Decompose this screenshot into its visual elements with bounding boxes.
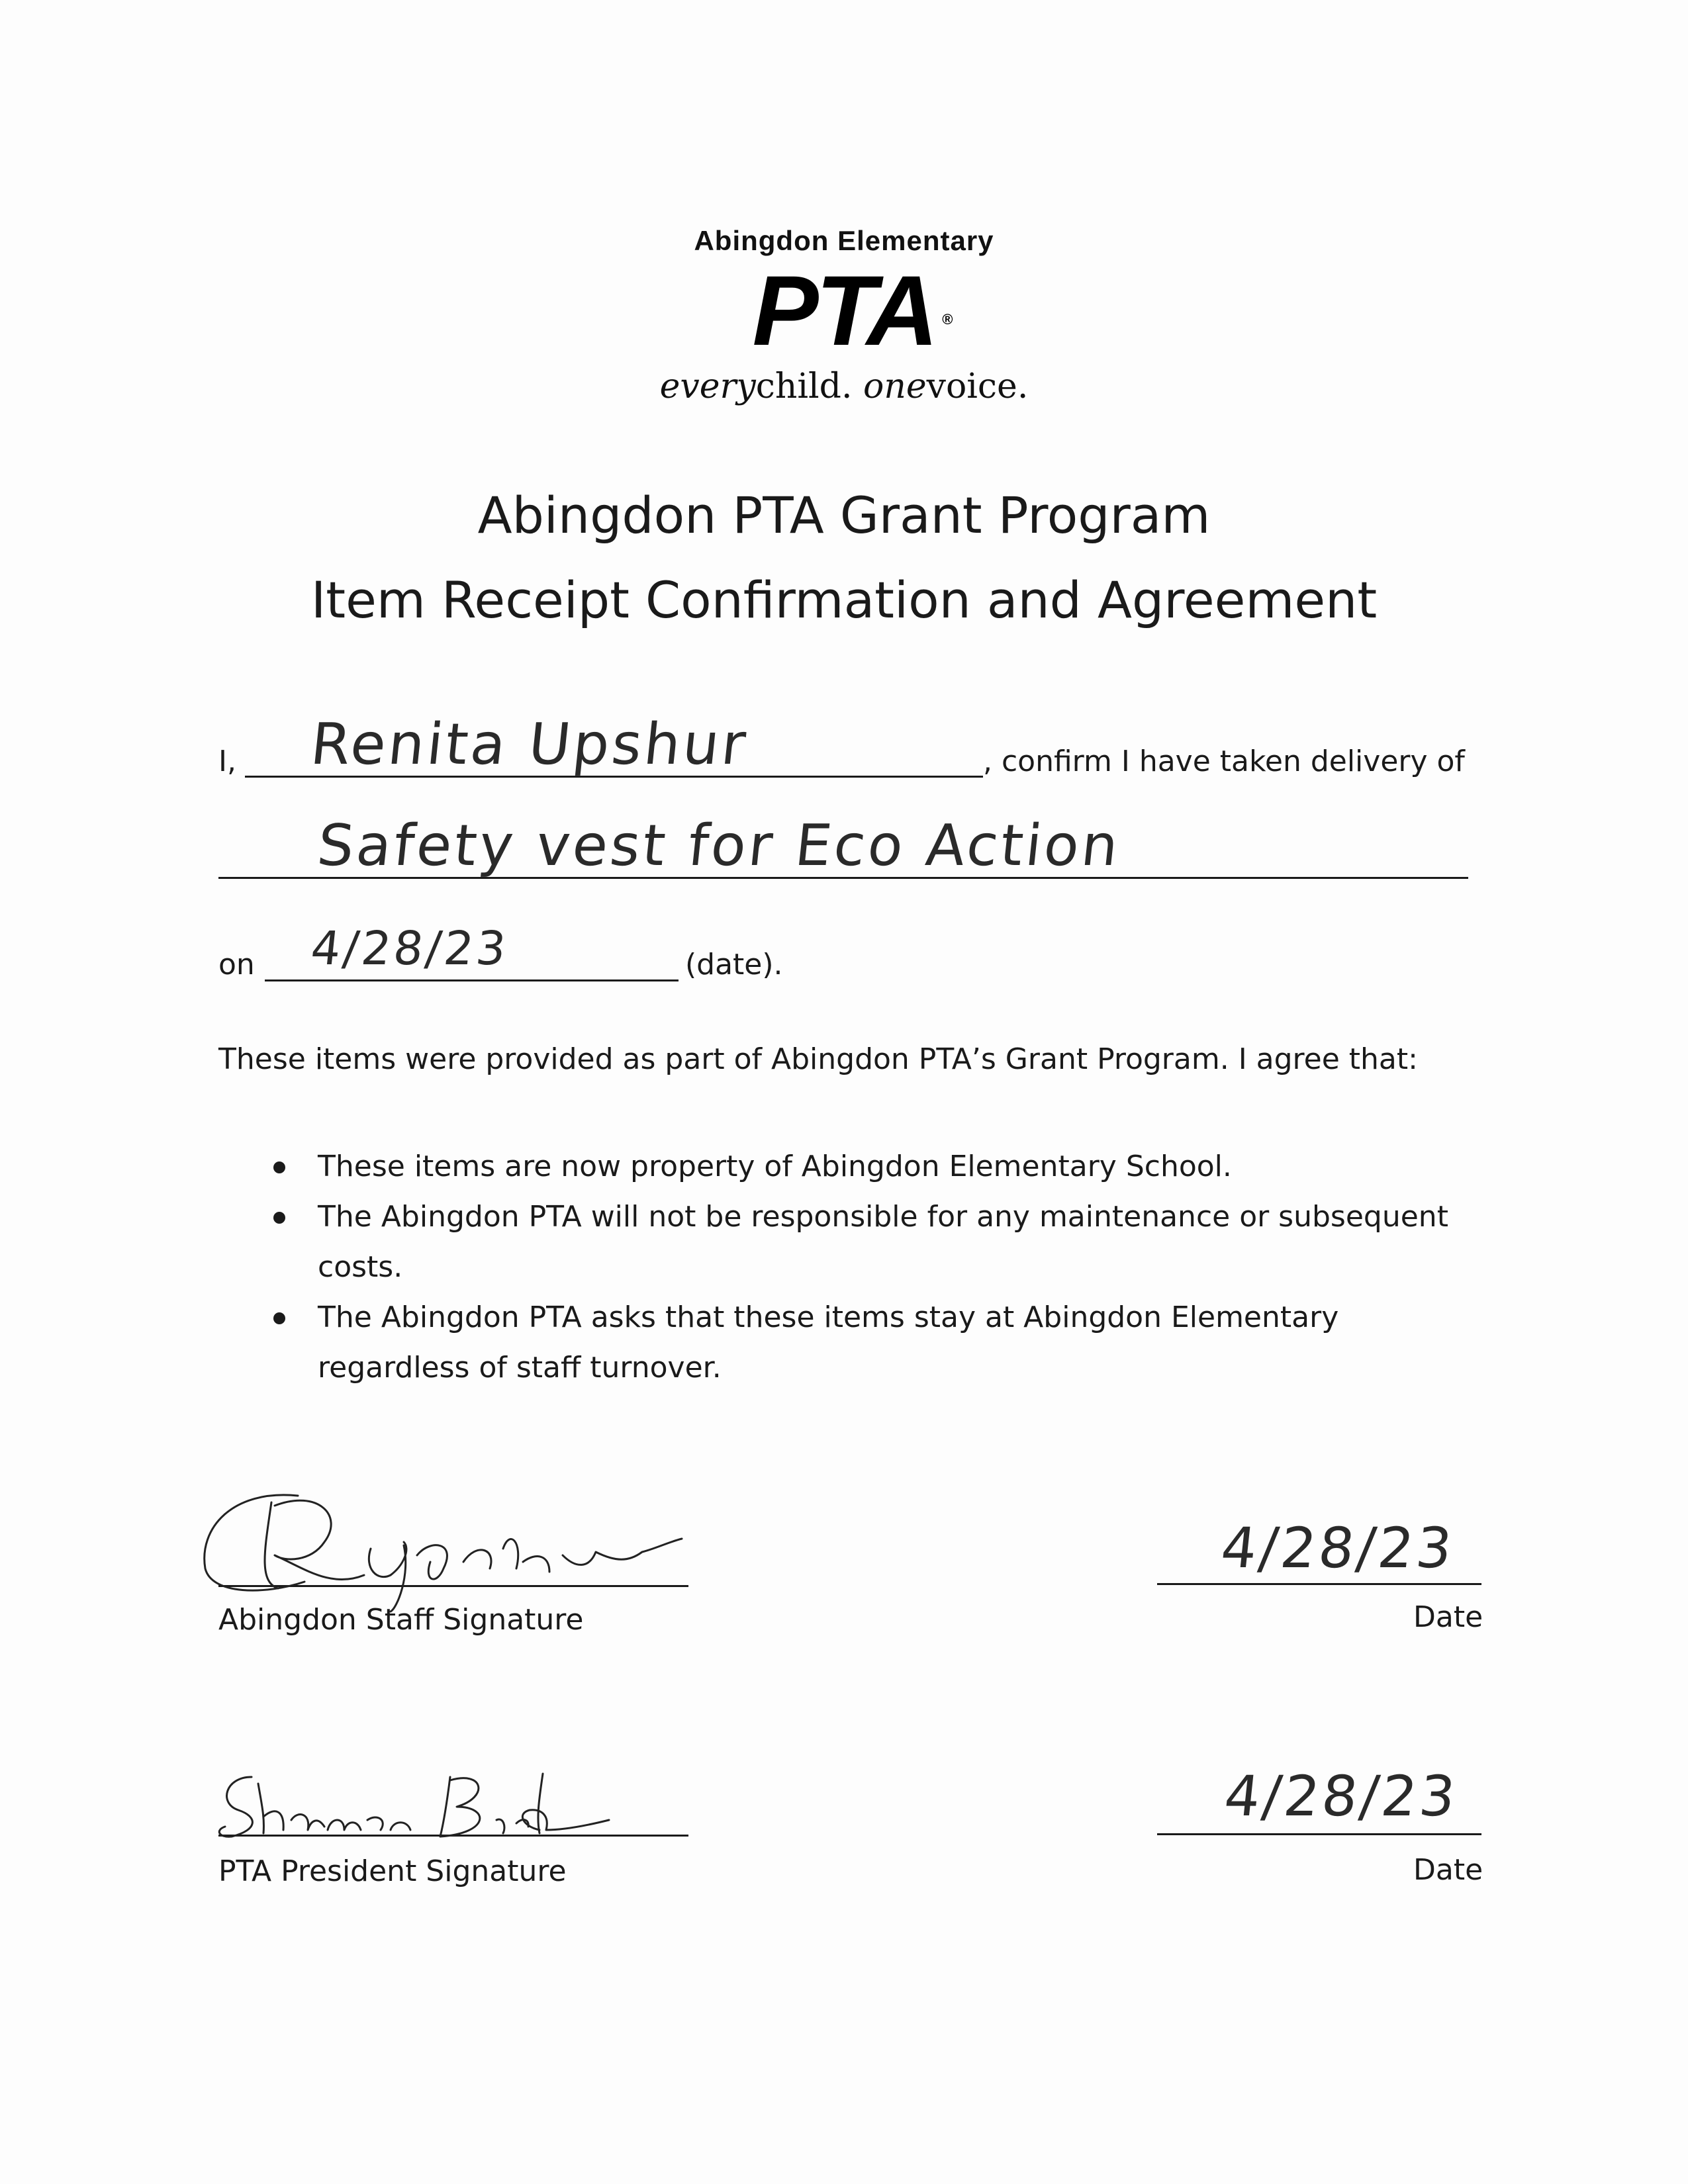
tagline-every: every [659, 367, 756, 406]
agreement-list [261, 1142, 1453, 1393]
registered-mark: ® [942, 311, 953, 328]
staff-date-label: Date [1413, 1600, 1483, 1634]
prefix-i: I, [218, 745, 236, 778]
staff-signature-label: Abingdon Staff Signature [218, 1603, 584, 1637]
tagline-child: child. [755, 367, 853, 406]
title-line-1: Abingdon PTA Grant Program [477, 486, 1211, 545]
pta-tagline [0, 367, 1688, 406]
date-line [265, 979, 679, 981]
pta-wordmark [752, 255, 953, 366]
agreement-item: The Abingdon PTA will not be responsible for any maintenance or subsequent costs. [261, 1192, 1453, 1293]
confirm-text: , confirm I have taken delivery of [983, 745, 1465, 778]
agreement-intro: These items were provided as part of Abingdon PTA’s Grant Program. I agree that: [218, 1042, 1418, 1076]
recipient-name: Renita Upshur [307, 711, 751, 778]
staff-signature-image [192, 1476, 761, 1615]
president-date-label: Date [1413, 1853, 1483, 1887]
president-signature-image [212, 1764, 622, 1843]
tagline-voice: voice. [926, 367, 1029, 406]
tagline-one: one [863, 367, 927, 406]
president-date: 4/28/23 [1221, 1764, 1461, 1829]
agreement-item: The Abingdon PTA asks that these items stay at Abingdon Elementary regardless of staff turnover. [261, 1293, 1453, 1393]
document-title [0, 473, 1688, 643]
agreement-item: These items are now property of Abingdon Elementary School. [261, 1142, 1453, 1192]
date-suffix: (date). [685, 948, 783, 981]
pta-logo [0, 225, 1688, 406]
staff-date: 4/28/23 [1217, 1516, 1458, 1580]
item-description: Safety vest for Eco Action [314, 813, 1124, 879]
staff-date-line [1157, 1583, 1481, 1585]
org-name: Abingdon Elementary [694, 225, 994, 256]
president-signature-label: PTA President Signature [218, 1854, 567, 1888]
president-date-line [1157, 1833, 1481, 1835]
delivery-date: 4/28/23 [308, 921, 512, 976]
on-label: on [218, 948, 255, 981]
title-line-2: Item Receipt Confirmation and Agreement [310, 570, 1378, 629]
pta-wordmark-text: PTA [752, 255, 936, 366]
